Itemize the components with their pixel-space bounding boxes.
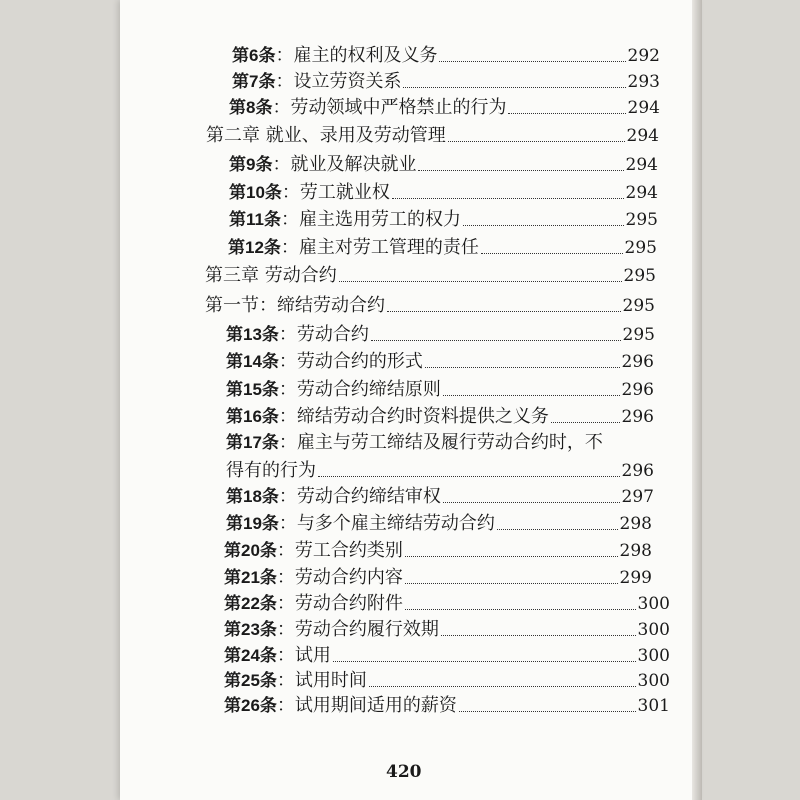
leader-dots — [403, 87, 625, 88]
article-number: 第18条 — [226, 487, 279, 506]
page-ref: 293 — [627, 72, 660, 92]
article-number: 第8条 — [229, 98, 273, 117]
page-ref: 301 — [637, 696, 670, 716]
leader-dots — [463, 225, 624, 226]
separator: ： — [278, 432, 297, 453]
page-ref: 295 — [623, 266, 656, 286]
page-ref: 295 — [622, 296, 655, 316]
article-number: 第13条 — [226, 325, 279, 344]
article-number: 第20条 — [224, 541, 277, 560]
page-ref: 297 — [621, 487, 654, 507]
separator: ： — [278, 351, 297, 372]
separator: ： — [272, 154, 291, 175]
separator: ： — [276, 593, 295, 614]
article-number: 第7条 — [232, 72, 276, 91]
entry-title: 设立劳资关系 — [293, 71, 402, 92]
toc-entry[interactable] — [232, 70, 660, 94]
leader-dots — [371, 340, 621, 341]
separator: ： — [276, 540, 295, 561]
leader-dots — [405, 609, 636, 610]
article-number: 第14条 — [226, 352, 279, 371]
leader-dots — [448, 141, 625, 142]
toc-entry[interactable] — [229, 96, 660, 120]
entry-title: 劳工合约类别 — [294, 540, 403, 561]
toc-entry[interactable] — [226, 323, 655, 347]
entry-title: 雇主对劳工管理的责任 — [298, 237, 479, 258]
article-number: 第16条 — [226, 407, 279, 426]
page-ref: 295 — [625, 210, 658, 230]
entry-title: 劳工就业权 — [299, 182, 390, 203]
toc-entry[interactable] — [224, 694, 670, 718]
separator: ： — [275, 71, 294, 92]
article-number: 第10条 — [229, 183, 282, 202]
entry-title-continued: 得有的行为 — [226, 460, 316, 481]
separator: ： — [272, 97, 291, 118]
toc-entry[interactable] — [226, 405, 654, 429]
separator: ： — [280, 209, 299, 230]
toc-entry[interactable] — [224, 566, 652, 590]
article-number: 第9条 — [229, 155, 273, 174]
leader-dots — [481, 253, 623, 254]
leader-dots — [508, 113, 625, 114]
entry-title: 雇主的权利及义务 — [293, 45, 438, 66]
entry-title: 劳动合约 — [296, 324, 369, 345]
article-number: 第26条 — [224, 696, 277, 715]
entry-title: 劳动合约的形式 — [296, 351, 423, 372]
toc-entry[interactable] — [229, 181, 658, 205]
entry-title: 劳动合约履行效期 — [294, 619, 439, 640]
separator: ： — [276, 619, 295, 640]
toc-entry[interactable] — [224, 618, 670, 642]
toc-entry[interactable] — [224, 669, 670, 693]
leader-dots — [441, 635, 636, 636]
toc-entry[interactable] — [224, 592, 670, 616]
entry-title: 劳动合约缔结审权 — [296, 486, 441, 507]
separator: ： — [278, 324, 297, 345]
toc-chapter[interactable] — [205, 264, 656, 288]
leader-dots — [443, 395, 620, 396]
separator: ： — [276, 670, 295, 691]
page-ref: 300 — [637, 594, 670, 614]
toc-entry[interactable] — [224, 644, 670, 668]
entry-title: 试用期间适用的薪资 — [294, 695, 457, 716]
separator: ： — [281, 182, 300, 203]
toc-entry[interactable] — [226, 350, 654, 374]
entry-title: 缔结劳动合约时资料提供之义务 — [296, 406, 549, 427]
leader-dots — [405, 583, 618, 584]
separator: ： — [276, 645, 295, 666]
entry-title: 试用 — [294, 645, 331, 666]
leader-dots — [387, 311, 621, 312]
separator: ： — [276, 695, 295, 716]
leader-dots — [339, 281, 622, 282]
separator: ： — [278, 513, 297, 534]
page-ref: 294 — [626, 126, 659, 146]
entry-title: 雇主选用劳工的权力 — [298, 209, 461, 230]
toc-entry[interactable] — [229, 208, 658, 232]
page-ref: 299 — [619, 568, 652, 588]
page-ref: 292 — [627, 46, 660, 66]
article-number: 第17条 — [226, 433, 279, 452]
leader-dots — [439, 61, 625, 62]
toc-entry[interactable] — [228, 236, 657, 260]
article-number: 第21条 — [224, 568, 277, 587]
page-ref: 300 — [637, 646, 670, 666]
article-number: 第6条 — [232, 46, 276, 65]
page-number: 420 — [386, 762, 422, 782]
separator: ： — [280, 237, 299, 258]
page-ref: 294 — [625, 183, 658, 203]
page-ref: 294 — [625, 155, 658, 175]
page-ref: 296 — [621, 461, 654, 481]
page-ref: 300 — [637, 620, 670, 640]
article-number: 第23条 — [224, 620, 277, 639]
toc-entry[interactable] — [232, 44, 660, 68]
separator: ： — [275, 45, 294, 66]
leader-dots — [333, 661, 636, 662]
article-number: 第19条 — [226, 514, 279, 533]
entry-title: 劳动合约缔结原则 — [296, 379, 441, 400]
separator: ： — [278, 379, 297, 400]
page-ref: 294 — [627, 98, 660, 118]
page-ref: 295 — [624, 238, 657, 258]
separator: ： — [278, 406, 297, 427]
toc-entry[interactable] — [226, 485, 654, 509]
page-ref: 295 — [622, 325, 655, 345]
article-number: 第12条 — [228, 238, 281, 257]
page-ref: 296 — [621, 352, 654, 372]
article-number: 第25条 — [224, 671, 277, 690]
entry-title: 劳动合约内容 — [294, 567, 403, 588]
leader-dots — [392, 198, 624, 199]
article-number: 第15条 — [226, 380, 279, 399]
page-ref: 296 — [621, 380, 654, 400]
toc-section[interactable] — [205, 294, 655, 318]
leader-dots — [497, 529, 618, 530]
page-ref: 296 — [621, 407, 654, 427]
separator: ： — [278, 486, 297, 507]
leader-dots — [551, 422, 620, 423]
article-number: 第22条 — [224, 594, 277, 613]
toc-entry[interactable] — [229, 153, 658, 177]
toc-entry[interactable] — [224, 539, 652, 563]
chapter-title: 第二章 就业、录用及劳动管理 — [206, 125, 446, 146]
page-ref: 300 — [637, 671, 670, 691]
entry-title: 就业及解决就业 — [290, 154, 417, 175]
toc-entry[interactable] — [226, 512, 652, 536]
leader-dots — [459, 711, 636, 712]
entry-title: 劳动合约附件 — [294, 593, 403, 614]
entry-title: 雇主与劳工缔结及履行劳动合约时，不 — [296, 432, 603, 453]
page-ref: 298 — [619, 514, 652, 534]
leader-dots — [405, 556, 618, 557]
toc-entry-multiline[interactable] — [226, 431, 654, 487]
entry-title: 与多个雇主缔结劳动合约 — [296, 513, 495, 534]
article-number: 第11条 — [229, 210, 281, 229]
section-title: 第一节：缔结劳动合约 — [205, 295, 385, 316]
leader-dots — [443, 502, 620, 503]
leader-dots — [425, 367, 620, 368]
chapter-title: 第三章 劳动合约 — [205, 265, 337, 286]
entry-title: 劳动领域中严格禁止的行为 — [290, 97, 507, 118]
page-ref: 298 — [619, 541, 652, 561]
leader-dots — [369, 686, 636, 687]
toc-chapter[interactable] — [206, 124, 659, 148]
article-number: 第24条 — [224, 646, 277, 665]
leader-dots — [418, 170, 623, 171]
leader-dots — [318, 476, 620, 477]
separator: ： — [276, 567, 295, 588]
entry-title: 试用时间 — [294, 670, 367, 691]
toc-entry[interactable] — [226, 378, 654, 402]
